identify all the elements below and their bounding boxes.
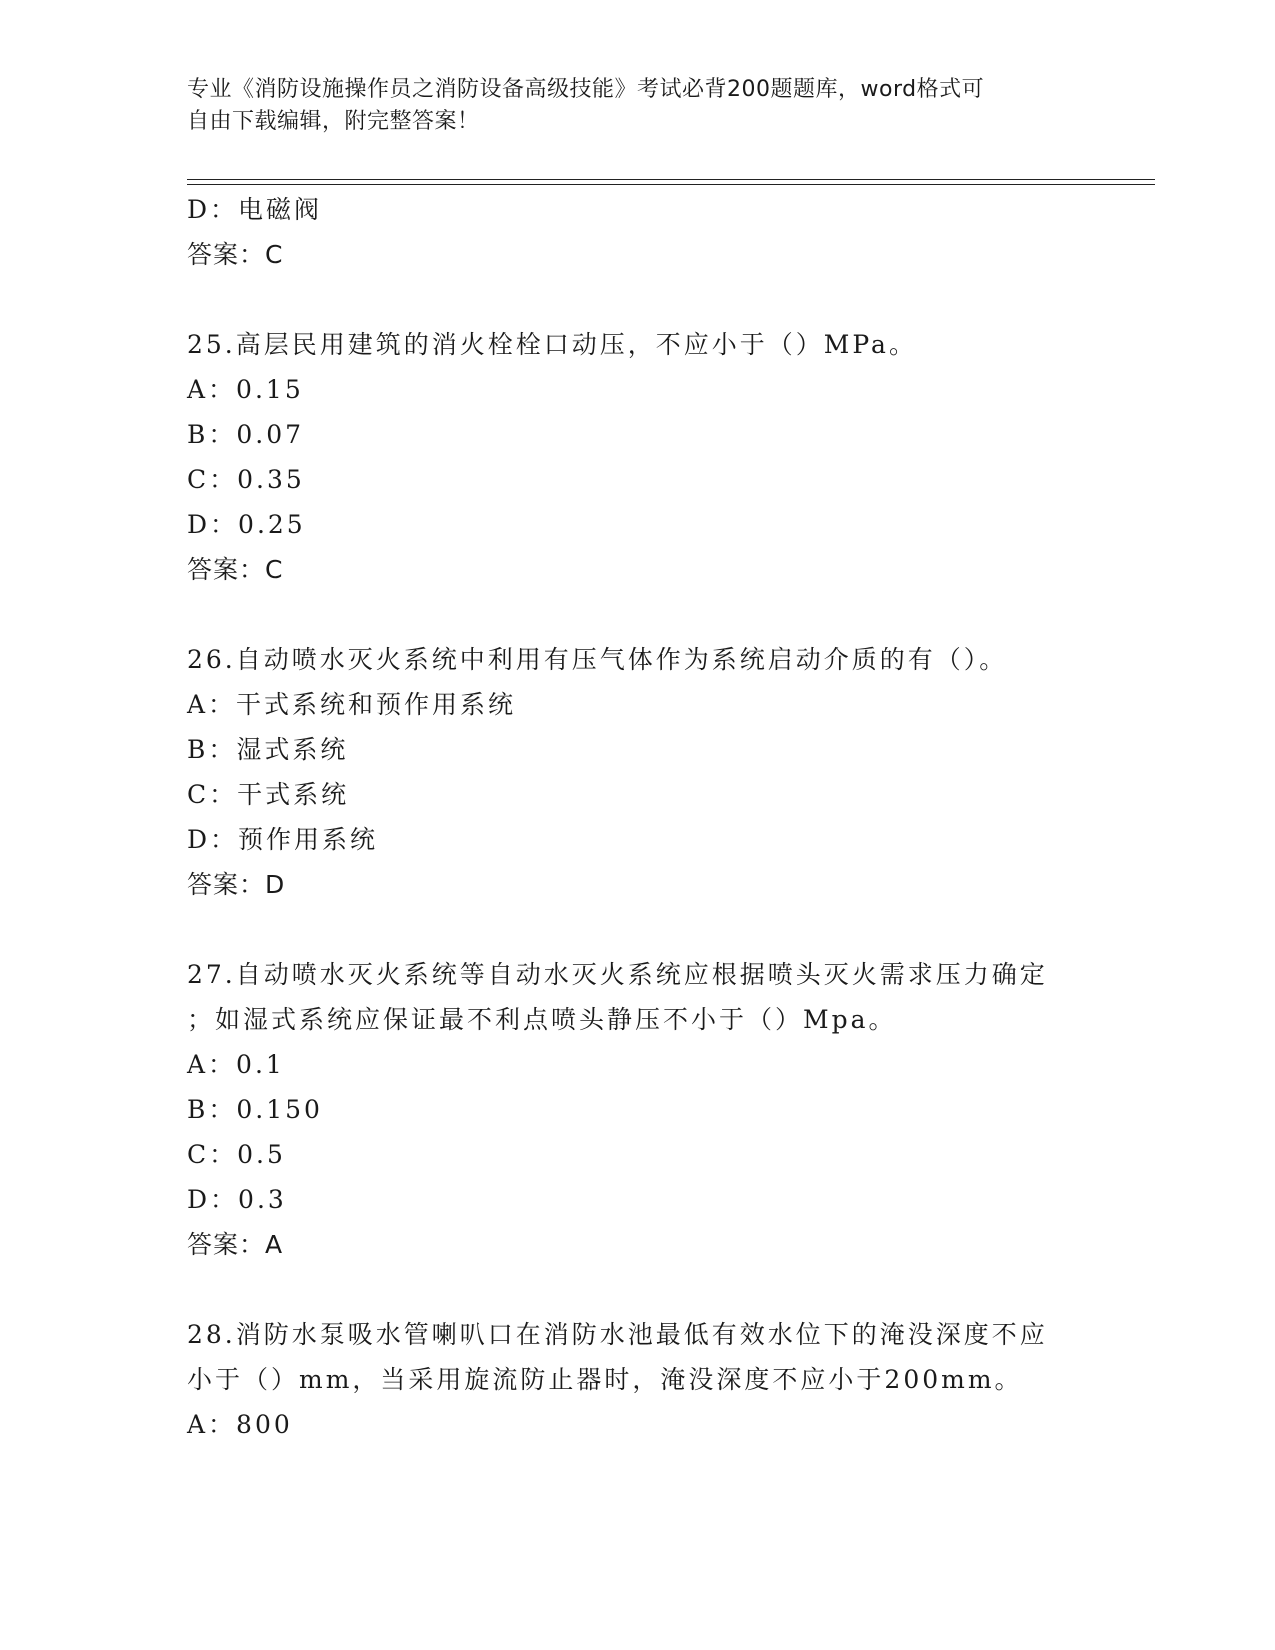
question-26-option-a: A：干式系统和预作用系统 <box>187 690 517 719</box>
prev-option-d: D：电磁阀 <box>187 195 323 224</box>
question-27-option-b: B：0.150 <box>187 1095 323 1124</box>
header-divider-bottom <box>187 184 1155 185</box>
question-27-option-a: A：0.1 <box>187 1050 285 1079</box>
question-26-stem: 26.自动喷水灭火系统中利用有压气体作为系统启动介质的有（）。 <box>187 645 1008 674</box>
question-27-stem-line-1: 27.自动喷水灭火系统等自动水灭火系统应根据喷头灭火需求压力确定 <box>187 960 1048 989</box>
question-28-stem-line-1: 28.消防水泵吸水管喇叭口在消防水池最低有效水位下的淹没深度不应 <box>187 1320 1048 1349</box>
question-26-option-d: D：预作用系统 <box>187 825 379 854</box>
document-header <box>187 74 1067 138</box>
question-28-stem-line-2: 小于（）mm，当采用旋流防止器时，淹没深度不应小于200mm。 <box>187 1365 1023 1394</box>
prev-answer: 答案：C <box>187 240 284 269</box>
question-25-option-b: B：0.07 <box>187 420 305 449</box>
question-27-option-c: C：0.5 <box>187 1140 286 1169</box>
question-25-option-d: D：0.25 <box>187 510 306 539</box>
question-25-option-c: C：0.35 <box>187 465 305 494</box>
header-line-1: 专业《消防设施操作员之消防设备高级技能》考试必背200题题库，word格式可 <box>187 77 985 102</box>
question-27-option-d: D：0.3 <box>187 1185 287 1214</box>
question-26-option-b: B：湿式系统 <box>187 735 349 764</box>
question-27-stem-line-2: ；如湿式系统应保证最不利点喷头静压不小于（）Mpa。 <box>187 1005 897 1034</box>
question-25-option-a: A：0.15 <box>187 375 304 404</box>
question-26-answer: 答案：D <box>187 870 286 899</box>
question-25-stem: 25.高层民用建筑的消火栓栓口动压，不应小于（）MPa。 <box>187 330 917 359</box>
question-28-option-a: A：800 <box>187 1410 293 1439</box>
header-line-2: 自由下载编辑，附完整答案！ <box>187 109 480 134</box>
question-25-answer: 答案：C <box>187 555 284 584</box>
question-27-answer: 答案：A <box>187 1230 284 1259</box>
question-26-option-c: C：干式系统 <box>187 780 350 809</box>
header-divider-top <box>187 179 1155 180</box>
